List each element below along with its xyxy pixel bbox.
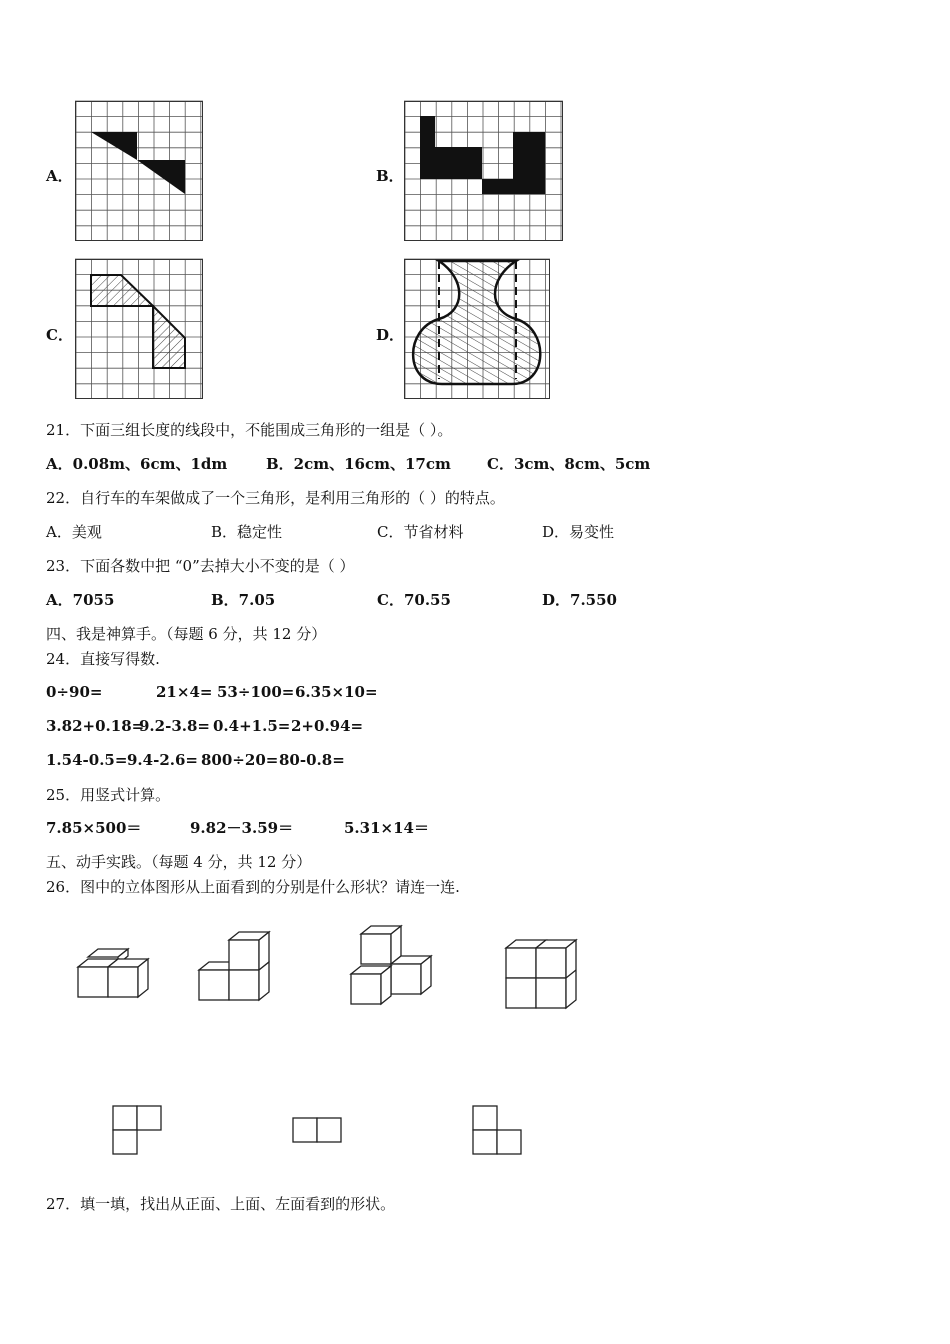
q23-option-a: A．7055 [46, 591, 115, 609]
q24-r1-c1: 0÷90= [46, 683, 103, 701]
q25-item-2: 9.82－3.59＝ [190, 819, 294, 837]
q22-stem: 22．自行车的车架做成了一个三角形，是利用三角形的（ ）的特点。 [46, 489, 505, 507]
black-shape-a1 [91, 132, 137, 160]
q23-option-b: B．7.05 [211, 591, 276, 609]
q23-stem: 23．下面各数中把 “0”去掉大小不变的是（ ） [46, 557, 355, 575]
solid-figure-4 [504, 938, 580, 1012]
q26-stem: 26．图中的立体图形从上面看到的分别是什么形状？请连一连. [46, 878, 460, 896]
section-4-title: 四、我是神算手。（每题 6 分，共 12 分） [46, 625, 327, 643]
solid-figure-3 [349, 922, 435, 1006]
q24-r2-c1: 3.82+0.18= [46, 717, 145, 735]
top-view-shape-1 [112, 1105, 164, 1157]
grid-figure-a [75, 101, 203, 241]
q24-r2-c2: 9.2-3.8= [139, 717, 210, 735]
option-c-label: C． [46, 326, 73, 344]
q24-r3-c4: 80-0.8= [279, 751, 345, 769]
q24-r1-c4: 6.35×10= [295, 683, 378, 701]
q24-r2-c4: 2+0.94= [291, 717, 364, 735]
top-view-shape-2 [292, 1117, 344, 1145]
q24-r3-c2: 9.4-2.6= [127, 751, 198, 769]
grid-figure-d [404, 259, 550, 399]
q24-r1-c2: 21×4= [156, 683, 213, 701]
q25-item-1: 7.85×500＝ [46, 819, 142, 837]
q21-option-a: A．0.08m、6cm、1dm [46, 455, 228, 473]
q22-option-a: A．美观 [46, 523, 102, 541]
q24-r2-c3: 0.4+1.5= [213, 717, 291, 735]
q27-stem: 27．填一填，找出从正面、上面、左面看到的形状。 [46, 1195, 396, 1213]
q22-option-c: C．节省材料 [377, 523, 464, 541]
q22-option-b: B．稳定性 [211, 523, 283, 541]
option-a-label: A． [46, 167, 73, 185]
q21-option-b: B．2cm、16cm、17cm [266, 455, 451, 473]
option-b-label: B． [376, 167, 404, 185]
grid-figure-b [404, 101, 563, 241]
black-shape-b [420, 116, 545, 194]
q24-r3-c3: 800÷20= [201, 751, 279, 769]
grid-figure-c [75, 259, 203, 399]
q23-option-c: C．70.55 [377, 591, 451, 609]
solid-figure-1 [76, 945, 152, 1001]
q23-option-d: D．7.550 [542, 591, 617, 609]
vase-shape-d [413, 261, 540, 384]
q21-option-c: C．3cm、8cm、5cm [487, 455, 651, 473]
solid-figure-2 [197, 930, 273, 1004]
black-shape-a2 [137, 160, 185, 194]
q22-option-d: D．易变性 [542, 523, 615, 541]
q24-r3-c1: 1.54-0.5= [46, 751, 128, 769]
q24-stem: 24．直接写得数. [46, 650, 160, 668]
q21-stem: 21．下面三组长度的线段中，不能围成三角形的一组是（ ）。 [46, 421, 453, 439]
q25-stem: 25．用竖式计算。 [46, 786, 171, 804]
top-view-shape-3 [472, 1105, 524, 1157]
section-5-title: 五、动手实践。（每题 4 分，共 12 分） [46, 853, 312, 871]
q25-item-3: 5.31×14＝ [344, 819, 429, 837]
option-d-label: D． [376, 326, 405, 344]
q24-r1-c3: 53÷100= [217, 683, 295, 701]
